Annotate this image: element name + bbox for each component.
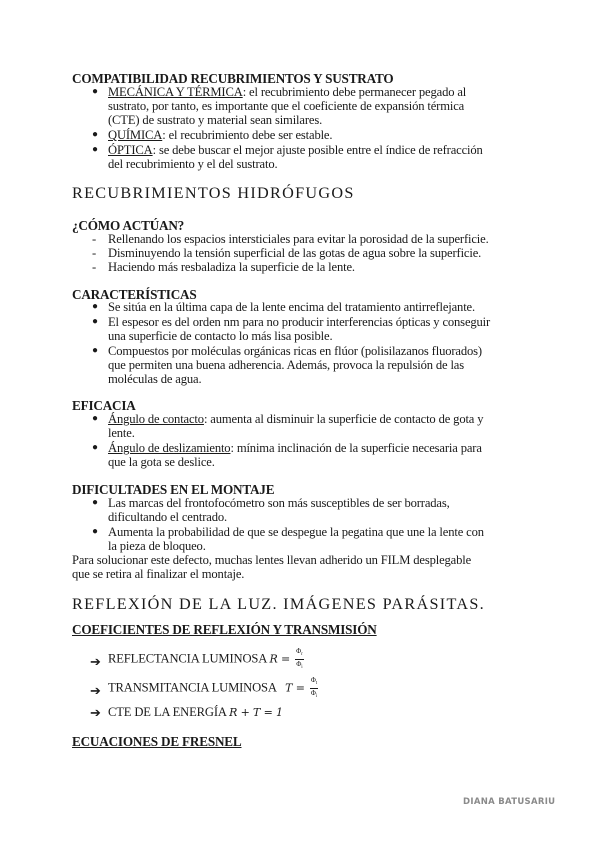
heading-how: ¿CÓMO ACTÚAN? [72, 218, 185, 233]
section-title-reflection: REFLEXIÓN DE LA LUZ. IMÁGENES PARÁSITAS. [72, 595, 485, 613]
transmittance-symbol: T [285, 681, 293, 695]
section-title-hydrophobic: RECUBRIMIENTOS HIDRÓFUGOS [72, 184, 355, 202]
heading-compatibility: COMPATIBILIDAD RECUBRIMIENTOS Y SUSTRATO [72, 71, 394, 86]
list-item-cont: sustrato, por tanto, es importante que el coeficiente de expansión térmica [108, 99, 465, 113]
reflectance-label: REFLECTANCIA LUMINOSA [108, 651, 267, 666]
list-item: Ángulo de deslizamiento: mínima inclinación de la superficie necesaria para [108, 441, 482, 455]
term: Ángulo de contacto [108, 412, 204, 426]
bullet: ● [92, 316, 99, 327]
list-item-cont: una superficie de contacto lo más lisa posible. [108, 329, 333, 343]
arrow-icon: ➔ [90, 705, 101, 720]
list-item: ÓPTICA: se debe buscar el mejor ajuste posible entre el índice de refracción [108, 143, 483, 157]
author-footer: DIANA BATUSARIU [463, 797, 556, 807]
paragraph-cont: que se retira al finalizar el montaje. [72, 567, 245, 581]
list-item-cont: que permiten una buena adherencia. Además, provoca la repulsión de las [108, 358, 464, 372]
list-item: Ángulo de contacto: aumenta al disminuir la superficie de contacto de gota y [108, 412, 484, 426]
term: Ángulo de deslizamiento [108, 441, 231, 455]
list-item-cont: (CTE) de sustrato y material sean similares. [108, 113, 323, 127]
transmittance-item: TRANSMITANCIA LUMINOSA T = $\frac{\Phi_t}{\Phi_i}$ [108, 676, 317, 699]
arrow-icon: ➔ [90, 654, 101, 669]
term: MECÁNICA Y TÉRMICA [108, 85, 243, 99]
list-item-cont: lente. [108, 426, 135, 440]
bullet: ● [92, 497, 99, 508]
list-item: Disminuyendo la tensión superficial de las gotas de agua sobre la superficie. [108, 246, 482, 260]
list-item: Compuestos por moléculas orgánicas ricas en flúor (polisilazanos fluorados) [108, 344, 482, 358]
list-item-cont: dificultando el centrado. [108, 510, 227, 524]
bullet: ● [92, 442, 99, 453]
transmittance-fraction: $\frac{\Phi_t}{\Phi_i}$ [310, 676, 317, 699]
energy-item [108, 705, 283, 720]
dash: - [92, 232, 97, 246]
bullet: ● [92, 301, 99, 312]
list-item: Rellenando los espacios intersticiales para evitar la porosidad de la superficie. [108, 232, 489, 246]
heading-efficacy: EFICACIA [72, 398, 136, 413]
bullet: ● [92, 144, 99, 155]
dash: - [92, 246, 97, 260]
heading-difficulties: DIFICULTADES EN EL MONTAJE [72, 482, 275, 497]
list-item-cont: moléculas de agua. [108, 372, 202, 386]
term: QUÍMICA [108, 128, 163, 142]
bullet: ● [92, 413, 99, 424]
list-item: MECÁNICA Y TÉRMICA: el recubrimiento debe permanecer pegado al [108, 85, 467, 99]
paragraph: Para solucionar este defecto, muchas lentes llevan adherido un FILM desplegable [72, 553, 472, 567]
list-item: Las marcas del frontofocómetro son más susceptibles de ser borradas, [108, 496, 450, 510]
bullet: ● [92, 345, 99, 356]
list-item: Aumenta la probabilidad de que se despegue la pegatina que une la lente con [108, 525, 484, 539]
dash: - [92, 260, 97, 274]
list-item-cont: del recubrimiento y el del sustrato. [108, 157, 278, 171]
bullet: ● [92, 86, 99, 97]
heading-coefficients: COEFICIENTES DE REFLEXIÓN Y TRANSMISIÓN [72, 622, 377, 637]
bullet: ● [92, 526, 99, 537]
arrow-icon: ➔ [90, 683, 101, 698]
reflectance-fraction: $\frac{\Phi_r}{\Phi_i}$ [296, 647, 303, 670]
term: ÓPTICA [108, 143, 153, 157]
heading-features: CARACTERÍSTICAS [72, 287, 197, 302]
list-item-cont: la pieza de bloqueo. [108, 539, 206, 553]
list-item: El espesor es del orden nm para no producir interferencias ópticas y conseguir [108, 315, 491, 329]
reflectance-item: REFLECTANCIA LUMINOSA R = $\frac{\Phi_r}{\Phi_i}$ [108, 647, 303, 670]
transmittance-label: TRANSMITANCIA LUMINOSA [108, 680, 277, 695]
heading-fresnel: ECUACIONES DE FRESNEL [72, 734, 242, 749]
list-item: QUÍMICA: el recubrimiento debe ser estable. [108, 128, 333, 142]
bullet: ● [92, 129, 99, 140]
list-item: Se sitúa en la última capa de la lente encima del tratamiento antirreflejante. [108, 300, 475, 314]
list-item: Haciendo más resbaladiza la superficie de la lente. [108, 260, 355, 274]
reflectance-symbol: R [269, 652, 278, 666]
list-item-cont: que la gota se deslice. [108, 455, 215, 469]
energy-equation: R + T = 1 [229, 706, 283, 719]
energy-label: CTE DE LA ENERGÍA [108, 705, 227, 719]
